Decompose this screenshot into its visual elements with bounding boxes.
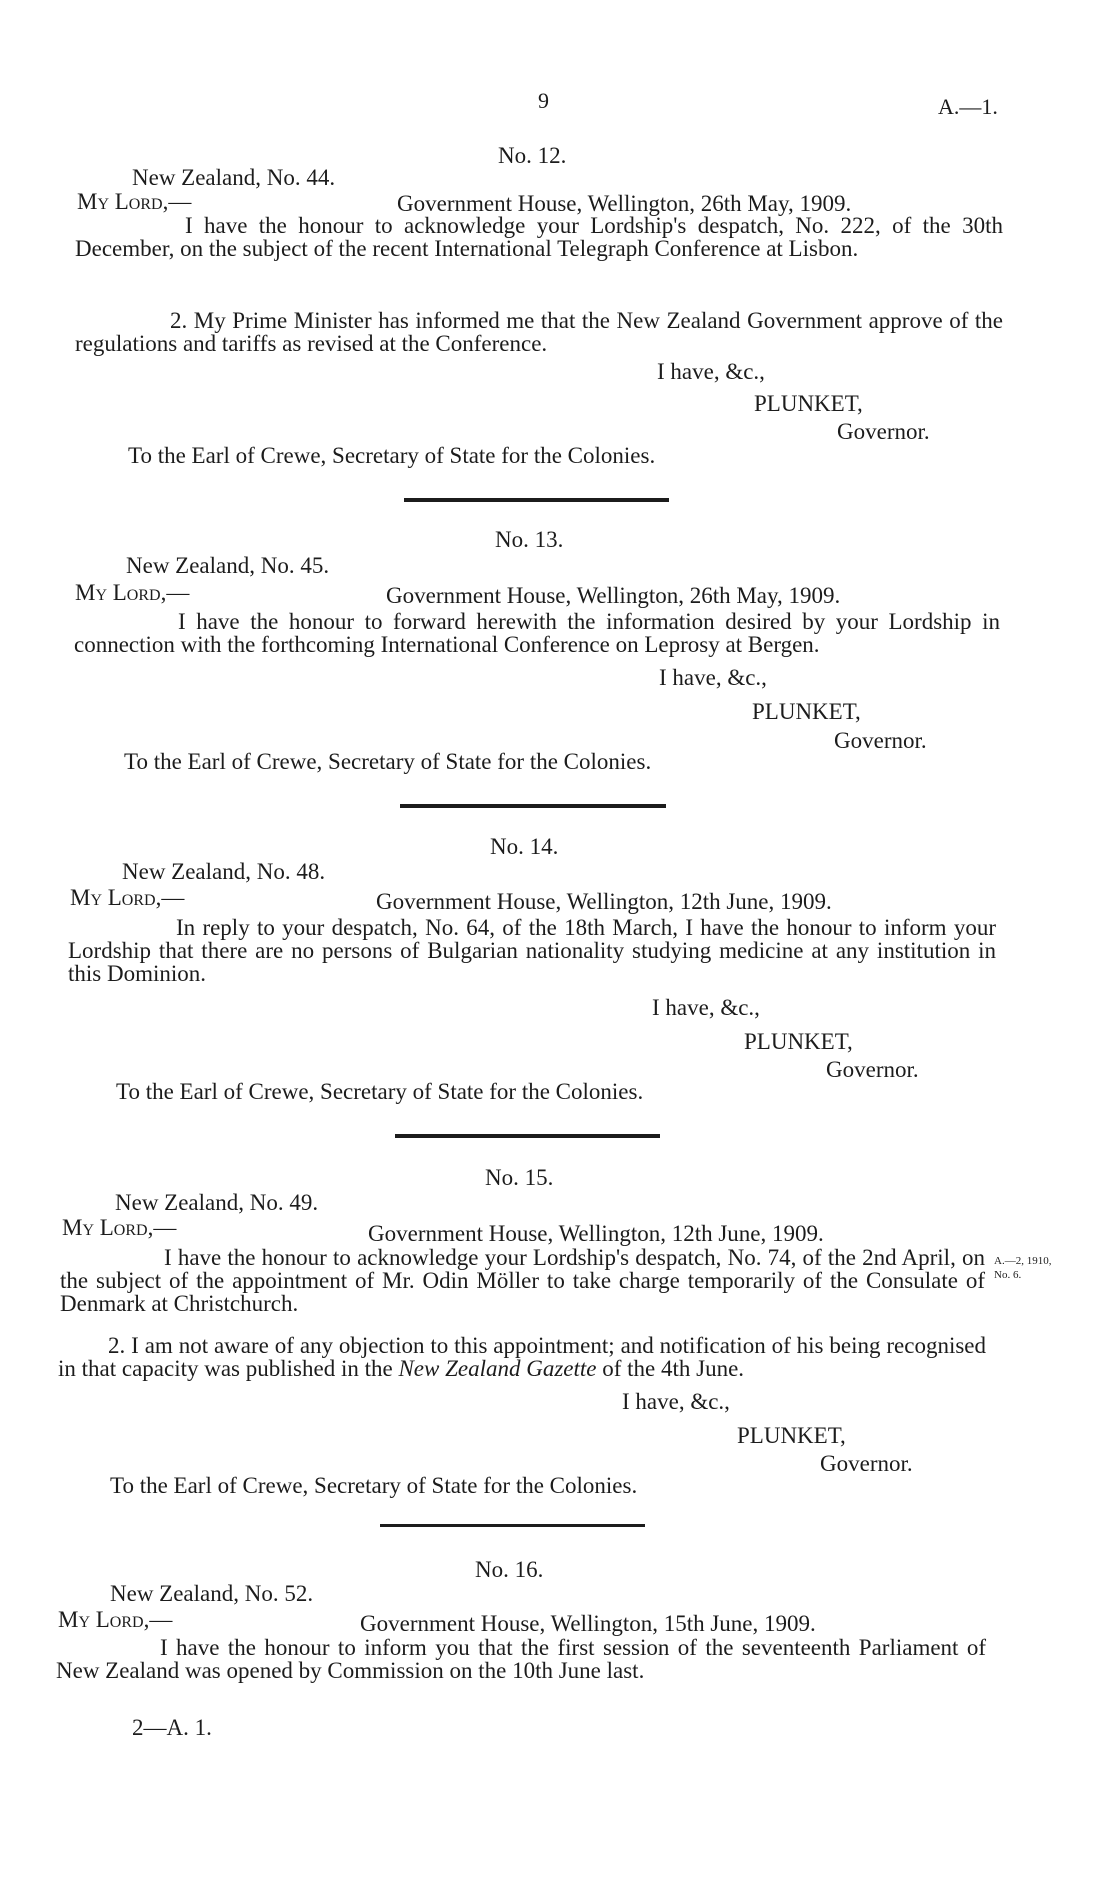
document-reference: A.—1. <box>938 94 998 119</box>
despatch-origin: New Zealand, No. 45. <box>126 553 330 578</box>
despatch-paragraph-1: In reply to your despatch, No. 64, of the 18th March, I have the honour to inform your Lordship that there are no persons of Bulgarian nationality studying medicine at any institution in this Dominion. <box>68 915 996 986</box>
closing-line: I have, &c., <box>659 665 767 690</box>
signatory-title: Governor. <box>837 419 930 444</box>
despatch-origin: New Zealand, No. 49. <box>115 1190 319 1215</box>
margin-reference-line-2: No. 6. <box>994 1269 1022 1281</box>
salutation: My Lord,— <box>75 580 190 605</box>
despatch-number: No. 15. <box>485 1165 554 1190</box>
signature: PLUNKET, <box>752 699 861 724</box>
despatch-number: No. 12. <box>498 143 567 168</box>
despatch-number: No. 13. <box>495 527 564 552</box>
gazette-title: New Zealand Gazette <box>398 1356 597 1381</box>
salutation: My Lord,— <box>77 189 192 214</box>
salutation: My Lord,— <box>58 1607 173 1632</box>
despatch-paragraph-1: I have the honour to acknowledge your Lordship's despatch, No. 74, of the 2nd April, on the subject of the appointment of Mr. Odin Möller to take charge temporarily of the Consulate of Denmark at Christchurch. <box>60 1245 985 1316</box>
dateline: Government House, Wellington, 12th June, 1909. <box>376 889 832 914</box>
closing-line: I have, &c., <box>652 995 760 1020</box>
closing-line: I have, &c., <box>657 359 765 384</box>
dateline: Government House, Wellington, 26th May, 1909. <box>397 191 852 216</box>
closing-line: I have, &c., <box>622 1389 730 1414</box>
recipient-line: To the Earl of Crewe, Secretary of State for the Colonies. <box>116 1079 644 1104</box>
signatory-title: Governor. <box>834 728 927 753</box>
signature: PLUNKET, <box>737 1423 846 1448</box>
despatch-paragraph-1: I have the honour to inform you that the first session of the seventeenth Parliament of New Zealand was opened by Commission on the 10th June last. <box>56 1635 986 1683</box>
signatory-title: Governor. <box>820 1451 913 1476</box>
despatch-origin: New Zealand, No. 52. <box>110 1581 314 1606</box>
despatch-paragraph-1: I have the honour to acknowledge your Lordship's despatch, No. 222, of the 30th December, on the subject of the recent International Telegraph Conference at Lisbon. <box>75 213 1003 261</box>
page-number: 9 <box>538 88 549 113</box>
despatch-number: No. 16. <box>475 1557 544 1582</box>
dateline: Government House, Wellington, 12th June, 1909. <box>368 1221 824 1246</box>
recipient-line: To the Earl of Crewe, Secretary of State for the Colonies. <box>110 1473 638 1498</box>
dateline: Government House, Wellington, 15th June, 1909. <box>360 1611 816 1636</box>
section-divider <box>404 498 669 502</box>
despatch-origin: New Zealand, No. 48. <box>122 859 326 884</box>
despatch-paragraph-2: 2. My Prime Minister has informed me that the New Zealand Government approve of the regulations and tariffs as revised at the Conference. <box>75 308 1003 356</box>
despatch-paragraph-1: I have the honour to forward herewith the information desired by your Lordship in connection with the forthcoming International Conference on Leprosy at Bergen. <box>74 609 1000 657</box>
despatch-number: No. 14. <box>490 834 559 859</box>
despatch-origin: New Zealand, No. 44. <box>132 165 336 190</box>
salutation: My Lord,— <box>62 1215 177 1240</box>
margin-reference-line-1: A.—2, 1910, <box>994 1255 1052 1267</box>
signature: PLUNKET, <box>754 391 863 416</box>
despatch-paragraph-2 <box>58 1334 986 1380</box>
paragraph-text: 2. I am not aware of any objection to this appointment; and notification of his being recognised in that capacity was published in the <box>58 1333 986 1381</box>
printer-signature-mark: 2—A. 1. <box>132 1715 212 1740</box>
section-divider <box>380 1524 645 1527</box>
paragraph-text-end: of the 4th June. <box>602 1356 745 1381</box>
section-divider <box>395 1134 660 1138</box>
dateline: Government House, Wellington, 26th May, 1909. <box>386 583 841 608</box>
margin-reference <box>994 1254 1051 1282</box>
section-divider <box>400 804 666 808</box>
signatory-title: Governor. <box>826 1057 919 1082</box>
recipient-line: To the Earl of Crewe, Secretary of State for the Colonies. <box>124 749 652 774</box>
salutation: My Lord,— <box>70 885 185 910</box>
signature: PLUNKET, <box>744 1029 853 1054</box>
recipient-line: To the Earl of Crewe, Secretary of State for the Colonies. <box>128 443 656 468</box>
